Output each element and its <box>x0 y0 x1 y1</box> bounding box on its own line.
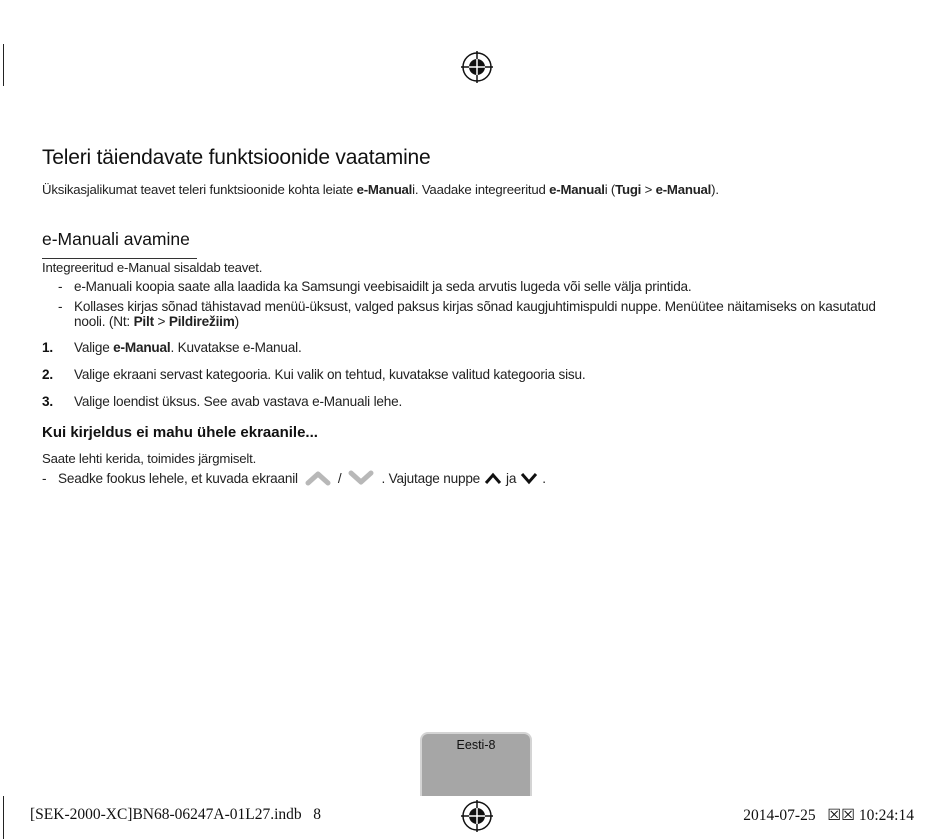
path-separator: > <box>153 314 169 329</box>
step-number: 2. <box>42 367 53 382</box>
section-title-underline <box>42 258 197 259</box>
step-text: Valige ekraani servast kategooria. Kui valik on tehtud, kuvatakse valitud kategooria sisu. <box>74 367 586 382</box>
list-item <box>42 470 546 486</box>
page-number: Eesti-8 <box>456 738 496 752</box>
step-text: . Kuvatakse e-Manual. <box>170 340 302 355</box>
bullet-text <box>58 299 878 329</box>
section-lead: Integreeritud e-Manual sisaldab teavet. <box>42 260 263 275</box>
scroll-down-button-icon <box>347 470 375 486</box>
section-title: e-Manuali avamine <box>42 229 190 249</box>
and-text: ja <box>506 470 517 486</box>
page-number-tab <box>420 732 532 796</box>
intro-bold: e-Manual <box>655 182 712 197</box>
intro-text: i. Vaadake integreeritud <box>412 182 550 197</box>
up-chevron-icon <box>484 471 502 485</box>
bullet-text: e-Manuali koopia saate alla laadida ka Samsungi veebisaidilt ja seda arvutis lugeda või selle välja printida. <box>74 279 692 294</box>
menu-item-name: Pilt <box>133 314 154 329</box>
page-title: Teleri täiendavate funktsioonide vaatamine <box>42 146 431 169</box>
bullet-dash: - <box>58 299 63 314</box>
bullet-text-part: ) <box>234 314 239 329</box>
step-text: Valige loendist üksus. See avab vastava e-Manuali lehe. <box>74 394 403 409</box>
bullet-text: Seadke fookus lehele, et kuvada ekraanil <box>58 470 298 486</box>
bullet-end: . <box>542 470 546 486</box>
scroll-text: Saate lehti kerida, toimides järgmiselt. <box>42 451 257 466</box>
footer-timestamp: 2014-07-25 ☒☒ 10:24:14 <box>743 807 914 824</box>
step-item <box>42 394 402 409</box>
step-bold: e-Manual <box>113 340 171 355</box>
step-number: 3. <box>42 394 53 409</box>
crop-mark-top <box>3 44 4 86</box>
slash: / <box>337 470 342 486</box>
bullet-text: . Vajutage nuppe <box>381 470 481 486</box>
intro-text: > <box>641 182 656 197</box>
menu-item-name: Pildirežiim <box>168 314 235 329</box>
intro-paragraph <box>42 182 719 197</box>
step-item <box>42 340 302 355</box>
step-number: 1. <box>42 340 53 355</box>
list-item <box>58 279 898 294</box>
bullet-text-part: Kollases kirjas sõnad tähistavad menüü-üksust, valged paksus kirjas sõnad kaugjuhtimispuldi nuppe. Menüütee näitamiseks on kasutatud nooli. (Nt: <box>74 299 876 329</box>
intro-text: Üksikasjalikumat teavet teleri funktsioonide kohta leiate <box>42 182 357 197</box>
step-text: Valige <box>74 340 114 355</box>
step-item <box>42 367 585 382</box>
bullet-dash: - <box>58 279 63 294</box>
registration-mark-icon <box>461 800 493 832</box>
intro-text: ). <box>711 182 719 197</box>
intro-bold: e-Manual <box>356 182 413 197</box>
intro-text: i ( <box>604 182 616 197</box>
registration-mark-icon <box>461 51 493 83</box>
list-item <box>58 299 878 329</box>
crop-mark-bottom <box>3 796 4 839</box>
scroll-up-button-icon <box>304 470 332 486</box>
down-chevron-icon <box>520 471 538 485</box>
bullet-dash: - <box>42 470 47 486</box>
intro-bold: Tugi <box>615 182 642 197</box>
intro-bold: e-Manual <box>549 182 605 197</box>
scroll-heading: Kui kirjeldus ei mahu ühele ekraanile... <box>42 424 318 441</box>
footer-file-info: [SEK-2000-XC]BN68-06247A-01L27.indb 8 <box>30 806 322 823</box>
